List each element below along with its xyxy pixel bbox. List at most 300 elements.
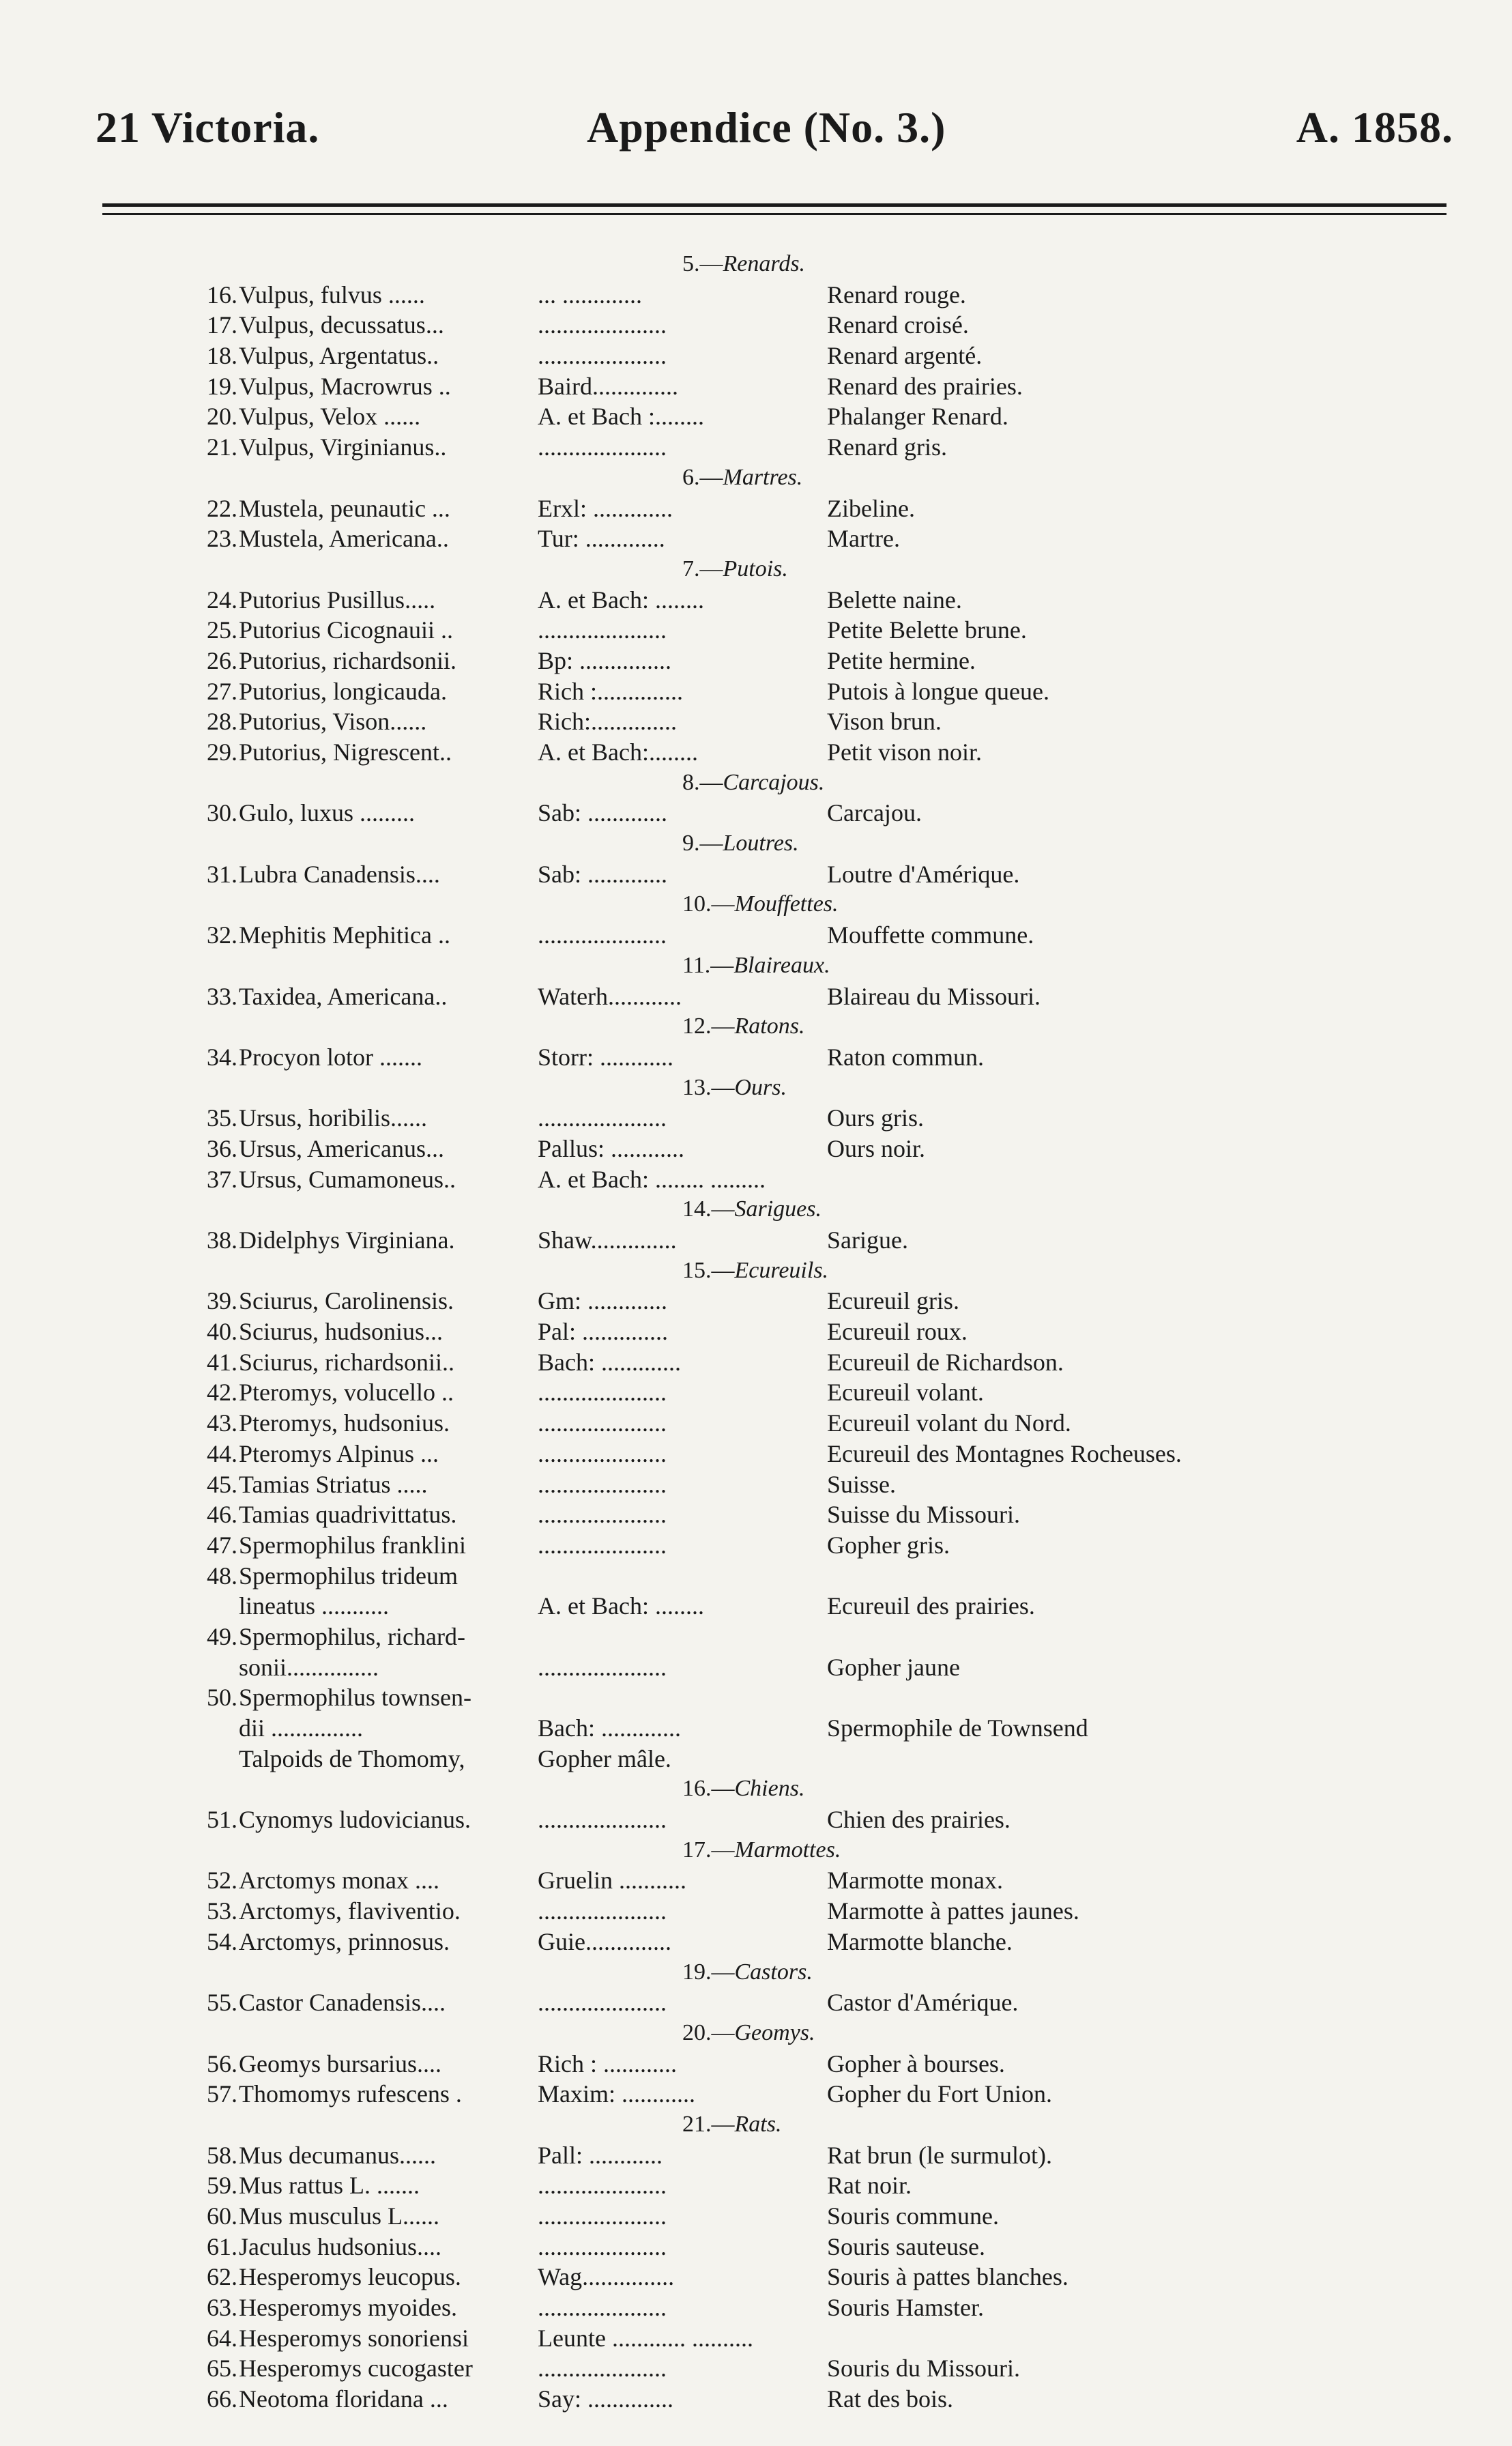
entry-number: 34. [207,1043,237,1071]
entry-number: 18. [207,342,237,370]
species-row [0,1927,1512,1957]
authority: ..................... [538,1439,667,1467]
authority: ..................... [538,311,667,339]
french-name: Renard des prairies. [827,372,1023,400]
species-row [0,432,1512,463]
entry-number: 32. [207,921,237,949]
species-row [0,2384,1512,2415]
french-name: Souris Hamster. [827,2294,984,2322]
entry-number: 19. [207,372,237,400]
latin-name: Neotoma floridana ... [239,2385,448,2413]
section-heading [0,1194,1512,1225]
french-name: Ecureuil volant du Nord. [827,1409,1071,1437]
latin-name: Spermophilus, richard- [239,1622,465,1650]
section-number: 14.— [682,1196,735,1222]
authority: Pallus: ............ [538,1134,685,1162]
french-name: Phalanger Renard. [827,403,1008,431]
entry-number: 28. [207,708,237,736]
french-name: Marmotte à pattes jaunes. [827,1897,1079,1925]
section-heading [0,2018,1512,2049]
section-label: Geomys. [734,2019,815,2045]
section-number: 13.— [682,1074,735,1100]
latin-name: Putorius Cicognauii .. [239,616,453,644]
species-row [0,2170,1512,2201]
entry-number: 45. [207,1470,237,1498]
latin-name: Lubra Canadensis.... [239,860,440,888]
latin-name: sonii............... [239,1653,379,1681]
section-label: Loutres. [723,831,799,857]
section-heading [0,768,1512,798]
entry-number: 17. [207,311,237,339]
french-name: Rat noir. [827,2172,912,2200]
french-name: Souris du Missouri. [827,2355,1021,2383]
latin-name: Vulpus, Macrowrus .. [239,372,451,400]
species-row [0,2232,1512,2262]
authority: A. et Bach: ........ [538,1592,704,1620]
species-row [0,1134,1512,1164]
french-name: Vison brun. [827,708,942,736]
species-row [0,1469,1512,1500]
species-row [0,1408,1512,1439]
species-row [0,371,1512,402]
latin-name: Sciurus, richardsonii.. [239,1348,454,1376]
authority: Rich:.............. [538,708,677,736]
entry-number: 62. [207,2263,237,2291]
entry-number: 40. [207,1318,237,1346]
french-name: Gopher jaune [827,1653,960,1681]
species-row [0,1713,1512,1744]
latin-name: Geomys bursarius.... [239,2049,441,2077]
latin-name: Thomomys rufescens . [239,2080,462,2108]
authority: ..................... [538,1531,667,1559]
latin-name: Mus rattus L. ....... [239,2172,420,2200]
authority: ..................... [538,2294,667,2322]
entry-number: 47. [207,1531,237,1559]
french-name: Marmotte blanche. [827,1927,1013,1955]
latin-name: Mustela, Americana.. [239,525,449,553]
species-row [0,341,1512,371]
french-name: Carcajou. [827,799,922,827]
species-row [0,1896,1512,1927]
section-heading [0,951,1512,981]
french-name: Gopher gris. [827,1531,950,1559]
entry-number: 41. [207,1348,237,1376]
authority: Gm: ............. [538,1287,668,1315]
authority: ..................... [538,2232,667,2260]
section-label: Marmottes. [734,1837,841,1862]
french-name: Gopher à bourses. [827,2049,1005,2077]
french-name: Gopher du Fort Union. [827,2080,1052,2108]
species-row [0,523,1512,554]
authority: ..................... [538,1409,667,1437]
french-name: Souris sauteuse. [827,2232,985,2260]
entry-number: 57. [207,2080,237,2108]
latin-name: Mus musculus L...... [239,2202,440,2230]
latin-name: Putorius, richardsonii. [239,646,456,674]
latin-name: Ursus, Americanus... [239,1134,444,1162]
entry-number: 43. [207,1409,237,1437]
french-name: Petite Belette brune. [827,616,1027,644]
species-row [0,2323,1512,2354]
entry-number: 51. [207,1806,237,1834]
authority: Say: .............. [538,2385,674,2413]
latin-name: Castor Canadensis.... [239,1989,446,2017]
latin-name: Spermophilus trideum [239,1562,458,1589]
species-row [0,310,1512,341]
species-row [0,1561,1512,1592]
french-name: Ours noir. [827,1134,925,1162]
authority: ... ............. [538,280,642,308]
latin-name: Tamias quadrivittatus. [239,1501,457,1529]
french-name: Ecureuil des prairies. [827,1592,1035,1620]
authority: ..................... [538,1897,667,1925]
section-title [682,1194,822,1225]
french-name: Renard croisé. [827,311,969,339]
authority: Pall: ............ [538,2141,663,2169]
french-name: Spermophile de Townsend [827,1714,1088,1742]
section-heading [0,554,1512,585]
authority: Waterh............ [538,982,682,1010]
entry-number: 63. [207,2294,237,2322]
latin-name: Sciurus, Carolinensis. [239,1287,454,1315]
authority: Baird.............. [538,372,678,400]
entry-number: 48. [207,1562,237,1589]
section-number: 6.— [682,464,723,490]
latin-name: Arctomys monax .... [239,1867,439,1895]
entry-number: 31. [207,860,237,888]
section-title [682,1073,787,1104]
latin-name: Mustela, peunautic ... [239,494,450,522]
latin-name: Vulpus, fulvus ...... [239,280,425,308]
entry-number: 54. [207,1927,237,1955]
species-row [0,1042,1512,1073]
authority: Rich : ............ [538,2049,677,2077]
authority: ..................... [538,1470,667,1498]
authority: Tur: ............. [538,525,665,553]
authority: ..................... [538,1379,667,1407]
section-title [682,554,788,585]
section-number: 10.— [682,891,735,917]
latin-name: Talpoids de Thomomy, [239,1744,465,1772]
french-name: Ecureuil gris. [827,1287,959,1315]
section-title [682,463,802,493]
entry-number: 39. [207,1287,237,1315]
latin-name: Arctomys, prinnosus. [239,1927,450,1955]
section-heading [0,889,1512,920]
french-name: Belette naine. [827,586,962,614]
section-number: 5.— [682,251,723,276]
section-label: Rats. [734,2111,782,2137]
entry-number: 59. [207,2172,237,2200]
latin-name: Pteromys, hudsonius. [239,1409,450,1437]
species-row [0,585,1512,616]
authority: ..................... [538,2202,667,2230]
french-name: Blaireau du Missouri. [827,982,1041,1010]
entry-number: 22. [207,494,237,522]
species-row [0,1286,1512,1316]
section-number: 11.— [682,952,734,978]
species-row [0,1865,1512,1896]
latin-name: Hesperomys leucopus. [239,2263,461,2291]
section-title [682,889,839,920]
section-title [682,1011,804,1042]
authority: ..................... [538,1104,667,1132]
authority: A. et Bach:........ [538,738,698,766]
french-name: Petit vison noir. [827,738,983,766]
entry-number: 20. [207,403,237,431]
section-heading [0,829,1512,859]
latin-name: Ursus, Cumamoneus.. [239,1165,456,1193]
section-title [682,768,824,798]
section-heading [0,2110,1512,2140]
french-name: Ecureuil des Montagnes Rocheuses. [827,1439,1182,1467]
entry-number: 44. [207,1439,237,1467]
species-row [0,1347,1512,1378]
french-name: Ecureuil roux. [827,1318,968,1346]
section-number: 8.— [682,769,723,795]
latin-name: Vulpus, Velox ...... [239,403,421,431]
authority: Gruelin ........... [538,1867,686,1895]
section-number: 20.— [682,2019,735,2045]
species-row [0,676,1512,707]
entry-number: 27. [207,677,237,705]
entry-number: 36. [207,1134,237,1162]
header-title: Appendice (No. 3.) [587,103,946,152]
species-row [0,981,1512,1012]
entry-number: 38. [207,1226,237,1254]
french-name: Marmotte monax. [827,1867,1003,1895]
authority: Erxl: ............. [538,494,673,522]
section-heading [0,1774,1512,1804]
french-name: Petite hermine. [827,646,976,674]
latin-name: Cynomys ludovicianus. [239,1806,471,1834]
latin-name: Spermophilus franklini [239,1531,466,1559]
section-title [682,249,805,280]
latin-name: dii ............... [239,1714,364,1742]
authority: ..................... [538,616,667,644]
section-label: Putois. [723,556,788,581]
species-row [0,2140,1512,2171]
authority: A. et Bach: ........ [538,586,704,614]
authority: Bach: ............. [538,1714,681,1742]
section-number: 7.— [682,556,723,581]
latin-name: Hesperomys sonoriensi [239,2324,469,2352]
header-session: 21 Victoria. [96,103,320,152]
section-title [682,2018,815,2049]
species-row [0,280,1512,311]
species-row [0,493,1512,524]
species-row [0,1591,1512,1622]
species-row [0,2079,1512,2110]
entry-number: 21. [207,433,237,461]
section-heading [0,1256,1512,1286]
latin-name: Putorius Pusillus..... [239,586,436,614]
species-row [0,2262,1512,2292]
section-title [682,1774,804,1804]
authority: A. et Bach :........ [538,403,704,431]
section-label: Carcajous. [723,769,825,795]
french-name: Putois à longue queue. [827,677,1049,705]
entry-number: 16. [207,280,237,308]
page-header [96,102,1453,164]
species-row [0,2049,1512,2080]
section-number: 9.— [682,831,723,857]
latin-name: Hesperomys myoides. [239,2294,457,2322]
latin-name: Putorius, longicauda. [239,677,447,705]
french-name: Ecureuil volant. [827,1379,984,1407]
french-name: Ecureuil de Richardson. [827,1348,1064,1376]
species-row [0,706,1512,737]
latin-name: Gulo, luxus ......... [239,799,416,827]
species-row [0,1652,1512,1683]
section-heading [0,1073,1512,1104]
latin-name: Didelphys Virginiana. [239,1226,455,1254]
authority: ..................... [538,1653,667,1681]
authority: ..................... [538,433,667,461]
entry-number: 52. [207,1867,237,1895]
entry-number: 25. [207,616,237,644]
species-row [0,1439,1512,1469]
section-heading [0,249,1512,280]
authority: Sab: ............. [538,799,668,827]
species-row [0,615,1512,646]
section-label: Blaireaux. [733,952,830,978]
authority: Gopher mâle. [538,1744,671,1772]
french-name: Souris commune. [827,2202,999,2230]
authority: Pal: .............. [538,1318,669,1346]
authority: ..................... [538,2172,667,2200]
section-label: Castors. [734,1959,813,1985]
latin-name: Procyon lotor ....... [239,1043,422,1071]
entry-number: 49. [207,1622,237,1650]
latin-name: Ursus, horibilis...... [239,1104,428,1132]
entry-number: 61. [207,2232,237,2260]
species-row [0,798,1512,829]
species-row [0,2292,1512,2323]
species-row [0,859,1512,890]
entry-number: 65. [207,2355,237,2383]
latin-name: Putorius, Nigrescent.. [239,738,452,766]
latin-name: Pteromys Alpinus ... [239,1439,439,1467]
species-row [0,1164,1512,1195]
species-row [0,2201,1512,2232]
species-row [0,920,1512,951]
species-row [0,1103,1512,1134]
header-rule-thin [102,213,1446,215]
section-number: 19.— [682,1959,735,1985]
authority: Bach: ............. [538,1348,681,1376]
french-name: Souris à pattes blanches. [827,2263,1068,2291]
section-label: Ours. [734,1074,787,1100]
latin-name: Spermophilus townsen- [239,1684,471,1712]
species-row [0,1744,1512,1774]
authority: A. et Bach: ........ ......... [538,1165,766,1193]
authority: Maxim: ............ [538,2080,695,2108]
latin-name: Taxidea, Americana.. [239,982,448,1010]
species-row [0,737,1512,768]
section-label: Martres. [723,464,803,490]
french-name: Chien des prairies. [827,1806,1011,1834]
french-name: Sarigue. [827,1226,908,1254]
species-row [0,1682,1512,1713]
entry-number: 56. [207,2049,237,2077]
section-heading [0,1011,1512,1042]
authority: ..................... [538,342,667,370]
latin-name: Vulpus, Argentatus.. [239,342,439,370]
french-name: Renard gris. [827,433,947,461]
french-name: Zibeline. [827,494,915,522]
entry-number: 26. [207,646,237,674]
authority: Rich :.............. [538,677,683,705]
authority: Wag............... [538,2263,675,2291]
authority: Bp: ............... [538,646,672,674]
section-number: 16.— [682,1776,735,1802]
header-year: A. 1858. [1296,103,1453,152]
authority: Shaw.............. [538,1226,677,1254]
entry-number: 30. [207,799,237,827]
section-label: Ratons. [734,1013,805,1039]
entry-number: 29. [207,738,237,766]
section-label: Sarigues. [734,1196,822,1222]
section-title [682,2110,781,2140]
latin-name: Mus decumanus...... [239,2141,436,2169]
authority: ..................... [538,1501,667,1529]
species-row [0,1530,1512,1561]
french-name: Castor d'Amérique. [827,1989,1019,2017]
entry-number: 53. [207,1897,237,1925]
french-name: Suisse. [827,1470,897,1498]
species-row [0,1377,1512,1408]
latin-name: Vulpus, Virginianus.. [239,433,447,461]
section-heading [0,463,1512,493]
authority: Guie.............. [538,1927,671,1955]
authority: Storr: ............ [538,1043,674,1071]
species-row [0,1987,1512,2018]
authority: Leunte ............ .......... [538,2324,753,2352]
species-row [0,401,1512,432]
authority: ..................... [538,2355,667,2383]
section-title [682,1835,841,1866]
entry-number: 58. [207,2141,237,2169]
section-heading [0,1957,1512,1988]
species-row [0,1804,1512,1835]
french-name: Renard argenté. [827,342,983,370]
entry-number: 66. [207,2385,237,2413]
french-name: Rat brun (le surmulot). [827,2141,1052,2169]
section-label: Mouffettes. [734,891,839,917]
authority: ..................... [538,1989,667,2017]
authority: Sab: ............. [538,860,668,888]
latin-name: Hesperomys cucogaster [239,2355,473,2383]
species-row [0,1499,1512,1530]
entry-number: 33. [207,982,237,1010]
french-name: Mouffette commune. [827,921,1034,949]
entry-number: 60. [207,2202,237,2230]
french-name: Martre. [827,525,900,553]
authority: ..................... [538,921,667,949]
french-name: Suisse du Missouri. [827,1501,1021,1529]
latin-name: Vulpus, decussatus... [239,311,444,339]
section-number: 17.— [682,1837,735,1862]
section-label: Ecureuils. [734,1257,829,1283]
entry-number: 23. [207,525,237,553]
french-name: Renard rouge. [827,280,966,308]
latin-name: Pteromys, volucello .. [239,1379,454,1407]
section-label: Renards. [723,251,806,276]
entry-number: 55. [207,1989,237,2017]
species-row [0,646,1512,676]
section-label: Chiens. [734,1776,805,1802]
